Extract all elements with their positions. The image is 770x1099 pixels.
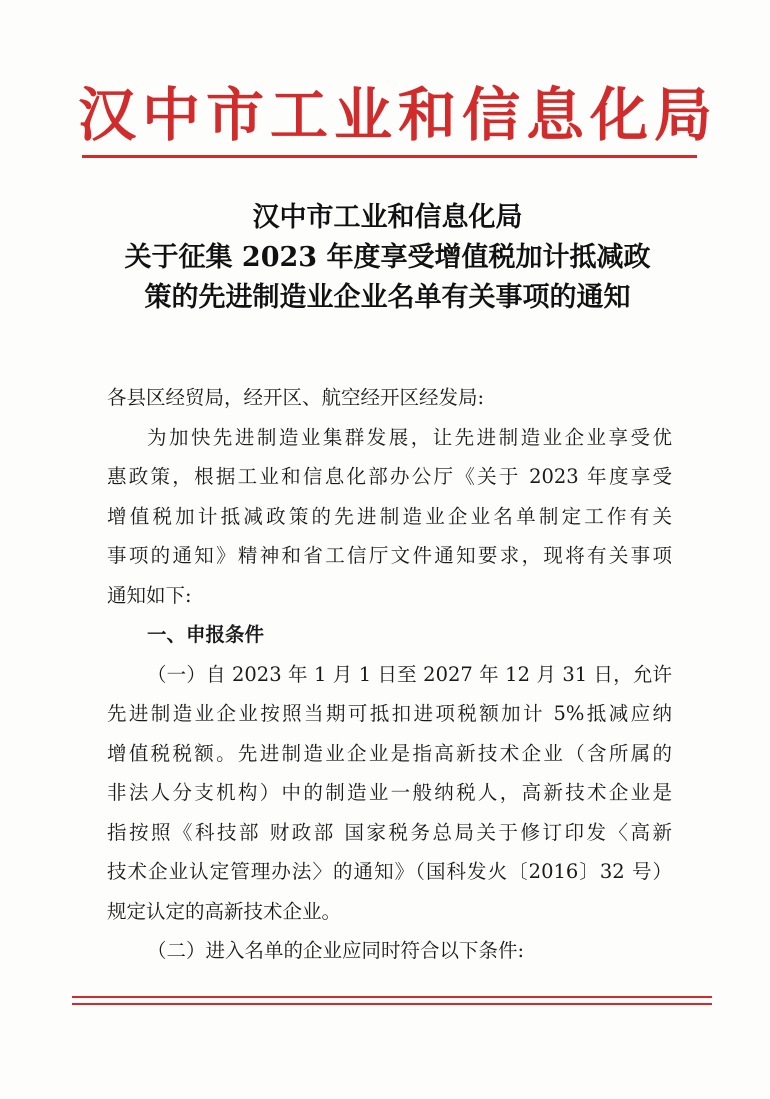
document-title-line: 关于征集 2023 年度享受增值税加计抵减政	[124, 242, 651, 273]
paragraph-line: 惠政策，根据工业和信息化部办公厅《关于 2023 年度享受	[107, 465, 672, 488]
paragraph-line: 规定认定的高新技术企业。	[107, 899, 342, 923]
footer-red-rule	[72, 1003, 712, 1005]
paragraph-line: 增值税加计抵减政策的先进制造业企业名单制定工作有关	[107, 504, 672, 528]
document-body	[107, 378, 672, 971]
paragraph-line: 事项的通知》精神和省工信厅文件通知要求，现将有关事项	[107, 544, 672, 567]
footer-red-rule	[72, 996, 712, 998]
paragraph-line: 增值税税额。先进制造业企业是指高新技术企业（含所属的	[107, 741, 672, 765]
paragraph-line: 指按照《科技部 财政部 国家税务总局关于修订印发〈高新	[107, 820, 672, 844]
salutation: 各县区经贸局，经开区、航空经开区经发局:	[107, 386, 485, 409]
paragraph-line: （二）进入名单的企业应同时符合以下条件:	[147, 939, 525, 962]
section-heading: 一、申报条件	[147, 623, 265, 646]
letterhead-title: 汉中市工业和信息化局	[78, 81, 719, 149]
paragraph-line: （一）自 2023 年 1 月 1 日至 2027 年 12 月 31 日，允许	[147, 662, 672, 686]
letterhead-red-rule	[82, 155, 697, 158]
document-title-line: 汉中市工业和信息化局	[252, 202, 523, 233]
paragraph-line: 技术企业认定管理办法〉的通知》（国科发火〔2016〕32 号）	[107, 860, 672, 883]
document-title-line: 策的先进制造业企业名单有关事项的通知	[144, 282, 631, 313]
paragraph-line: 为加快先进制造业集群发展，让先进制造业企业享受优	[147, 425, 672, 449]
paragraph-line: 先进制造业企业按照当期可抵扣进项税额加计 5%抵减应纳	[107, 702, 672, 725]
document-title	[100, 198, 675, 318]
paragraph-line: 通知如下:	[107, 583, 192, 607]
paragraph-line: 非法人分支机构）中的制造业一般纳税人，高新技术企业是	[107, 781, 672, 804]
